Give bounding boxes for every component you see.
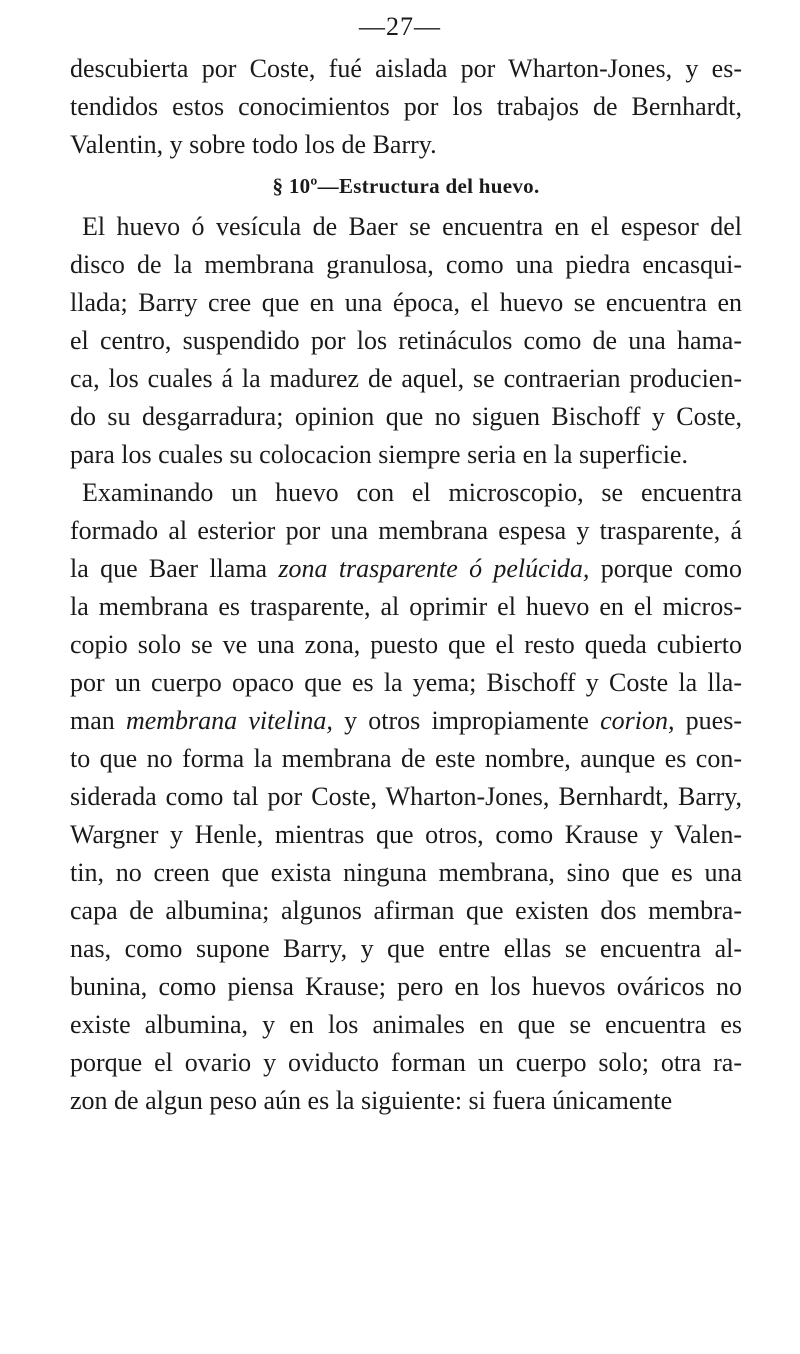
- text-line: disco de la membrana granulosa, como una piedra encasqui-: [70, 250, 742, 279]
- text-line: copio solo se ve una zona, puesto que el resto queda cubierto: [70, 630, 742, 659]
- text-line: bunina, como piensa Krause; pero en los huevos ováricos no: [70, 972, 742, 1001]
- italic-term: zona trasparente ó pelúcida,: [278, 554, 590, 583]
- text-line: to que no forma la membrana de este nombre, aunque es con-: [70, 744, 742, 773]
- italic-term: membrana vitelina,: [125, 706, 333, 735]
- text-line: zon de algun peso aún es la siguiente: si fuera únicamente: [70, 1086, 673, 1115]
- paragraph-estructura: [70, 208, 742, 1120]
- text-line: la membrana es trasparente, al oprimir el huevo en el micros-: [70, 592, 742, 621]
- text-line: ca, los cuales á la madurez de aquel, se contraerian producien-: [70, 364, 742, 393]
- body-text: [70, 50, 742, 1120]
- text-line: descubierta por Coste, fué aislada por Wharton-Jones, y es-: [70, 54, 742, 83]
- text-line: do su desgarradura; opinion que no siguen Bischoff y Coste,: [70, 402, 742, 431]
- text-line: El huevo ó vesícula de Baer se encuentra en el espesor del: [82, 212, 742, 241]
- italic-term: corion,: [600, 706, 675, 735]
- text-line: existe albumina, y en los animales en que se encuentra es: [70, 1010, 742, 1039]
- text-line: man membrana vitelina, y otros impropiamente corion, pues-: [70, 706, 742, 735]
- text-line: la que Baer llama zona trasparente ó pelúcida, porque como: [70, 554, 743, 583]
- text-line: siderada como tal por Coste, Wharton-Jones, Bernhardt, Barry,: [70, 782, 742, 811]
- page-number: —27—: [359, 12, 441, 41]
- section-heading: § 10º—Estructura del huevo.: [272, 174, 540, 198]
- text-line: Valentin, y sobre todo los de Barry.: [70, 130, 437, 159]
- text-line: el centro, suspendido por los retináculos como de una hama-: [70, 326, 742, 355]
- text-line: nas, como supone Barry, y que entre ellas se encuentra al-: [70, 934, 742, 963]
- text-line: tendidos estos conocimientos por los trabajos de Bernhardt,: [70, 92, 742, 121]
- paragraph-continuation: [70, 50, 742, 164]
- text-line: Examinando un huevo con el microscopio, se encuentra: [82, 478, 742, 507]
- text-line: por un cuerpo opaco que es la yema; Bischoff y Coste la lla-: [70, 668, 742, 697]
- text-line: tin, no creen que exista ninguna membrana, sino que es una: [70, 858, 742, 887]
- text-line: porque el ovario y oviducto forman un cuerpo solo; otra ra-: [70, 1048, 742, 1077]
- text-line: Wargner y Henle, mientras que otros, como Krause y Valen-: [70, 820, 742, 849]
- text-line: para los cuales su colocacion siempre seria en la superficie.: [70, 440, 688, 469]
- text-line: llada; Barry cree que en una época, el huevo se encuentra en: [70, 288, 742, 317]
- text-line: formado al esterior por una membrana espesa y trasparente, á: [70, 516, 742, 545]
- text-line: capa de albumina; algunos afirman que existen dos membra-: [70, 896, 742, 925]
